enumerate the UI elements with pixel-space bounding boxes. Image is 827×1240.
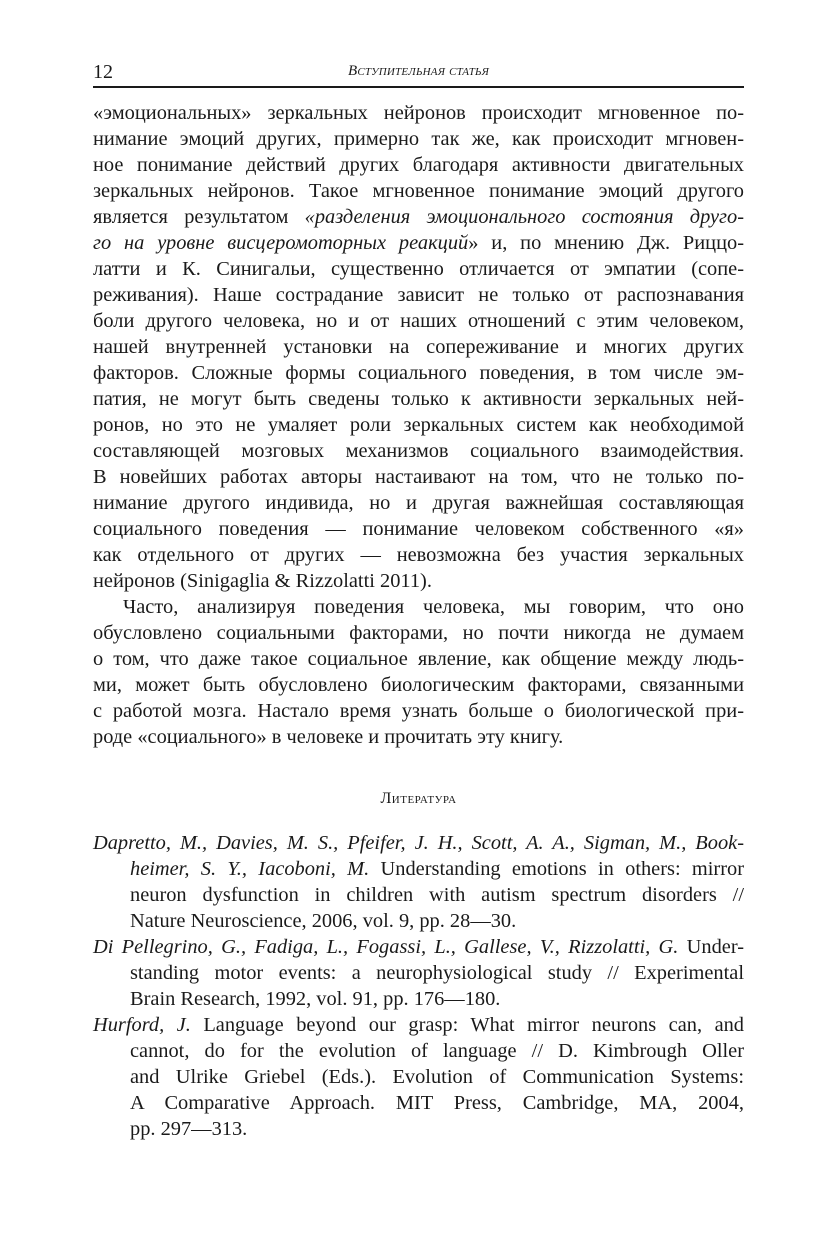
reference-title: Understanding emotions in others: mirror [369,858,744,880]
body-text [93,100,744,750]
text-line: neuron dysfunction in children with autism spectrum disorders // [130,884,744,906]
text-line: «эмоциональных» зеркальных нейронов происходит мгновенное по- [93,102,744,124]
text-line: обусловлено социальными факторами, но почти никогда не думаем [93,622,744,644]
text-line: реживания). Наше сострадание зависит не только от распознавания [93,284,744,306]
text-line: and Ulrike Griebel (Eds.). Evolution of Communication Systems: [130,1066,744,1088]
text-span: » и, по мнению Дж. Риццо- [468,232,744,254]
reference-entry [93,1012,744,1142]
text-line: ми, может быть обусловлено биологическим факторами, связанными [93,674,744,696]
running-head [93,58,744,88]
text-line [93,1012,744,1038]
text-line: pp. 297—313. [130,1118,248,1140]
book-page [93,58,744,1142]
text-line: патия, не могут быть сведены только к активности зеркальных ней- [93,388,744,410]
text-line: нимание другого индивида, но и другая важнейшая составляющая [93,492,744,514]
text-line: с работой мозга. Настало время узнать больше о биологической при- [93,700,744,722]
text-line [93,204,744,230]
text-line: латти и К. Синигальи, существенно отличается от эмпатии (сопе- [93,258,744,280]
text-line: как отдельного от других — невозможна без участия зеркальных [93,544,744,566]
text-line: В новейших работах авторы настаивают на том, что не только по- [93,466,744,488]
text-line: факторов. Сложные формы социального поведения, в том числе эм- [93,362,744,384]
paragraph-1 [93,100,744,594]
text-line: standing motor events: a neurophysiological study // Experimental [130,962,744,984]
text-line: Brain Research, 1992, vol. 91, pp. 176—180. [130,988,501,1010]
text-line: роде «социального» в человеке и прочитать эту книгу. [93,726,564,748]
text-line: нейронов (Sinigaglia & Rizzolatti 2011). [93,570,432,592]
text-line: о том, что даже такое социальное явление, как общение между людь- [93,648,744,670]
paragraph-2 [93,594,744,750]
quote-italic: го на уровне висцеромоторных реакций [93,232,469,254]
reference-authors: heimer, S. Y., Iacoboni, M. [130,858,370,880]
text-line [93,934,744,960]
text-line: Часто, анализируя поведения человека, мы говорим, что оно [123,596,744,618]
reference-authors: Dapretto, M., Davies, M. S., Pfeifer, J. H., Scott, A. A., Sigman, M., Book- [93,832,744,854]
literature-heading: Литература [380,790,457,807]
text-line: cannot, do for the evolution of language // D. Kimbrough Oller [130,1040,744,1062]
text-line: A Comparative Approach. MIT Press, Cambridge, MA, 2004, [130,1092,744,1114]
text-line: нашей внутренней установки на сопереживание и многих других [93,336,744,358]
text-line [93,856,744,882]
quote-italic: «разделения эмоционального состояния друго- [304,206,745,228]
text-line: социального поведения — понимание человеком собственного «я» [93,518,744,540]
reference-entry [93,830,744,934]
text-line: ронов, но это не умаляет роли зеркальных систем как необходимой [93,414,744,436]
page-number: 12 [93,61,113,83]
text-line: Nature Neuroscience, 2006, vol. 9, pp. 28—30. [130,910,517,932]
reference-authors: Hurford, J. [93,1014,191,1036]
text-line: ное понимание действий других благодаря активности двигательных [93,154,744,176]
reference-authors: Di Pellegrino, G., Fadiga, L., Fogassi, L., Gallese, V., Rizzolatti, G. [93,936,679,958]
text-line [93,230,744,256]
reference-title: Language beyond our grasp: What mirror neurons can, and [190,1014,745,1036]
text-line: составляющей мозговых механизмов социального взаимодействия. [93,440,744,462]
reference-title: Under- [678,936,745,958]
text-span: является результатом [93,206,305,228]
text-line: зеркальных нейронов. Такое мгновенное понимание эмоций другого [93,180,744,202]
running-title: Вступительная статья [347,63,490,79]
reference-entry [93,934,744,1012]
text-line: боли другого человека, но и от наших отношений с этим человеком, [93,310,744,332]
text-line [93,830,744,856]
text-line: нимание эмоций других, примерно так же, как происходит мгновен- [93,128,744,150]
